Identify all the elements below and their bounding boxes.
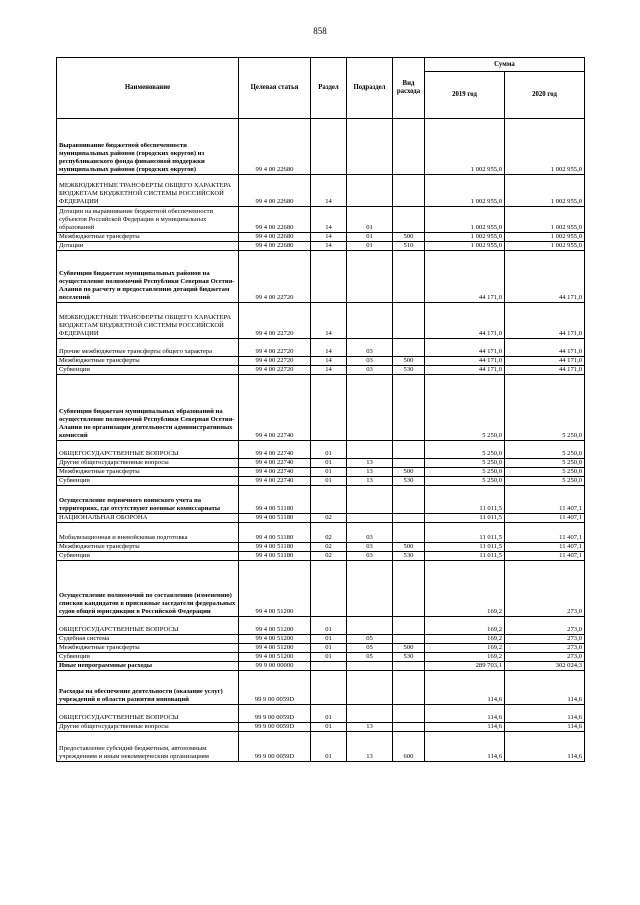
cell-subsection (347, 251, 393, 303)
cell-2020: 273,0 (505, 644, 585, 653)
cell-expense-type (393, 339, 425, 357)
cell-section: 02 (311, 514, 347, 523)
cell-2020: 44 171,0 (505, 303, 585, 339)
cell-name: Выравнивание бюджетной обеспеченности муниципальных районов (городских округов) из республиканского фонда финансовой поддержки муниципальных районов (городских округов) (57, 119, 239, 175)
table-row (57, 653, 585, 662)
cell-expense-type (393, 723, 425, 732)
cell-subsection (347, 561, 393, 617)
table-row (57, 251, 585, 303)
cell-name: МЕЖБЮДЖЕТНЫЕ ТРАНСФЕРТЫ ОБЩЕГО ХАРАКТЕРА БЮДЖЕТАМ БЮДЖЕТНОЙ СИСТЕМЫ РОССИЙСКОЙ ФЕДЕРАЦИИ (57, 175, 239, 207)
cell-section (311, 662, 347, 671)
cell-target: 99 4 00 22680 (239, 242, 311, 251)
table-row (57, 523, 585, 543)
cell-2019: 11 011,5 (425, 552, 505, 561)
table-row (57, 233, 585, 242)
cell-expense-type (393, 662, 425, 671)
cell-name: ОБЩЕГОСУДАРСТВЕННЫЕ ВОПРОСЫ (57, 617, 239, 635)
cell-name: Субвенции бюджетам муниципальных образований на осуществление полномочий Республики Северная Осетия-Алания по организации деятельности административных комиссий (57, 375, 239, 441)
cell-expense-type (393, 617, 425, 635)
cell-subsection: 13 (347, 459, 393, 468)
cell-section: 02 (311, 523, 347, 543)
cell-subsection: 01 (347, 207, 393, 233)
cell-section: 01 (311, 441, 347, 459)
header-2020: 2020 год (505, 72, 585, 119)
header-section: Раздел (311, 58, 347, 119)
cell-name: Субвенции (57, 477, 239, 486)
cell-section: 14 (311, 175, 347, 207)
cell-expense-type (393, 119, 425, 175)
cell-target: 99 4 00 22680 (239, 119, 311, 175)
cell-section: 01 (311, 653, 347, 662)
cell-subsection: 13 (347, 723, 393, 732)
cell-target: 99 4 00 22720 (239, 366, 311, 375)
cell-2019: 44 171,0 (425, 251, 505, 303)
cell-section: 01 (311, 477, 347, 486)
page-number: 858 (313, 26, 327, 36)
cell-target: 99 4 00 51200 (239, 561, 311, 617)
cell-section (311, 251, 347, 303)
cell-2020: 1 002 955,0 (505, 119, 585, 175)
cell-expense-type: 530 (393, 653, 425, 662)
cell-2020: 1 002 955,0 (505, 233, 585, 242)
cell-target: 99 9 00 0059D (239, 705, 311, 723)
cell-2019: 5 250,0 (425, 375, 505, 441)
table-row (57, 441, 585, 459)
cell-section: 02 (311, 543, 347, 552)
cell-2019: 169,2 (425, 561, 505, 617)
cell-2020: 1 002 955,0 (505, 242, 585, 251)
cell-2019: 114,6 (425, 732, 505, 762)
cell-2020: 5 250,0 (505, 477, 585, 486)
cell-2019: 114,6 (425, 705, 505, 723)
cell-2019: 44 171,0 (425, 366, 505, 375)
cell-expense-type: 510 (393, 242, 425, 251)
cell-name: Межбюджетные трансферты (57, 644, 239, 653)
header-sum: Сумма (425, 58, 585, 72)
cell-subsection (347, 671, 393, 705)
cell-name: Расходы на обеспечение деятельности (оказание услуг) учреждений в области развития инноваций (57, 671, 239, 705)
cell-subsection: 13 (347, 468, 393, 477)
cell-section: 14 (311, 207, 347, 233)
cell-section (311, 671, 347, 705)
cell-section (311, 119, 347, 175)
cell-2019: 44 171,0 (425, 303, 505, 339)
cell-expense-type (393, 486, 425, 514)
cell-expense-type (393, 705, 425, 723)
table-row (57, 671, 585, 705)
cell-name: Дотации (57, 242, 239, 251)
table-row (57, 552, 585, 561)
table-row (57, 635, 585, 644)
cell-2019: 5 250,0 (425, 459, 505, 468)
header-2019: 2019 год (425, 72, 505, 119)
table-row (57, 357, 585, 366)
cell-name: Межбюджетные трансферты (57, 468, 239, 477)
cell-section: 01 (311, 617, 347, 635)
cell-section: 14 (311, 303, 347, 339)
cell-subsection (347, 119, 393, 175)
table-row (57, 477, 585, 486)
cell-2020: 5 250,0 (505, 375, 585, 441)
cell-name: Межбюджетные трансферты (57, 543, 239, 552)
cell-target: 99 4 00 51180 (239, 514, 311, 523)
cell-name: Субвенции (57, 653, 239, 662)
cell-name: Дотации на выравнивание бюджетной обеспеченности субъектов Российской Федерации и муниципальных образований (57, 207, 239, 233)
cell-2020: 273,0 (505, 617, 585, 635)
cell-target: 99 4 00 51180 (239, 523, 311, 543)
cell-target: 99 4 00 51200 (239, 635, 311, 644)
table-row (57, 486, 585, 514)
cell-2020: 11 407,1 (505, 552, 585, 561)
table-row (57, 705, 585, 723)
cell-2020: 5 250,0 (505, 441, 585, 459)
cell-2019: 5 250,0 (425, 441, 505, 459)
cell-section: 14 (311, 242, 347, 251)
cell-name: Межбюджетные трансферты (57, 357, 239, 366)
cell-section: 02 (311, 552, 347, 561)
cell-name: ОБЩЕГОСУДАРСТВЕННЫЕ ВОПРОСЫ (57, 705, 239, 723)
header-target: Целевая статья (239, 58, 311, 119)
cell-2019: 11 011,5 (425, 486, 505, 514)
cell-expense-type (393, 175, 425, 207)
cell-section (311, 561, 347, 617)
cell-subsection: 05 (347, 635, 393, 644)
cell-section: 01 (311, 644, 347, 653)
cell-expense-type: 500 (393, 357, 425, 366)
cell-section: 01 (311, 705, 347, 723)
cell-2019: 5 250,0 (425, 468, 505, 477)
cell-target: 99 4 00 22740 (239, 375, 311, 441)
cell-target: 99 4 00 51200 (239, 644, 311, 653)
cell-name: Судебная система (57, 635, 239, 644)
cell-subsection: 03 (347, 523, 393, 543)
cell-subsection (347, 375, 393, 441)
cell-subsection: 03 (347, 357, 393, 366)
cell-2019: 114,6 (425, 671, 505, 705)
cell-subsection: 05 (347, 653, 393, 662)
table-row (57, 468, 585, 477)
cell-section: 01 (311, 459, 347, 468)
cell-target: 99 4 00 22720 (239, 339, 311, 357)
cell-expense-type (393, 523, 425, 543)
cell-2020: 273,0 (505, 635, 585, 644)
table-row (57, 662, 585, 671)
cell-expense-type: 530 (393, 477, 425, 486)
table-row (57, 366, 585, 375)
cell-target: 99 9 00 0059D (239, 671, 311, 705)
cell-target: 99 4 00 22740 (239, 459, 311, 468)
cell-target: 99 4 00 22720 (239, 303, 311, 339)
cell-2019: 1 002 955,0 (425, 233, 505, 242)
cell-subsection: 01 (347, 233, 393, 242)
cell-name: Предоставление субсидий бюджетным, автономным учреждениям и иным некоммерческим организациям (57, 732, 239, 762)
cell-section: 14 (311, 366, 347, 375)
header-expense-type: Вид расхода (393, 58, 425, 119)
cell-2019: 169,2 (425, 644, 505, 653)
cell-expense-type (393, 561, 425, 617)
cell-target: 99 4 00 22740 (239, 441, 311, 459)
cell-2020: 302 024,3 (505, 662, 585, 671)
cell-section: 14 (311, 233, 347, 242)
cell-target: 99 4 00 51180 (239, 543, 311, 552)
cell-subsection (347, 303, 393, 339)
table-body (57, 119, 585, 762)
cell-target: 99 4 00 22740 (239, 468, 311, 477)
cell-expense-type: 500 (393, 233, 425, 242)
cell-expense-type (393, 303, 425, 339)
cell-section: 14 (311, 339, 347, 357)
cell-expense-type (393, 671, 425, 705)
cell-2019: 11 011,5 (425, 514, 505, 523)
cell-2019: 44 171,0 (425, 357, 505, 366)
cell-name: МЕЖБЮДЖЕТНЫЕ ТРАНСФЕРТЫ ОБЩЕГО ХАРАКТЕРА БЮДЖЕТАМ БЮДЖЕТНОЙ СИСТЕМЫ РОССИЙСКОЙ ФЕДЕРАЦИИ (57, 303, 239, 339)
table-row (57, 375, 585, 441)
cell-2020: 44 171,0 (505, 251, 585, 303)
cell-name: Мобилизационная и вневойсковая подготовка (57, 523, 239, 543)
cell-name: Другие общегосударственные вопросы (57, 459, 239, 468)
cell-target: 99 4 00 51200 (239, 653, 311, 662)
cell-subsection: 03 (347, 366, 393, 375)
cell-target: 99 4 00 51200 (239, 617, 311, 635)
cell-target: 99 4 00 51180 (239, 486, 311, 514)
cell-expense-type (393, 441, 425, 459)
cell-2019: 1 002 955,0 (425, 207, 505, 233)
cell-target: 99 4 00 51180 (239, 552, 311, 561)
cell-subsection (347, 705, 393, 723)
cell-target: 99 4 00 22720 (239, 251, 311, 303)
cell-subsection: 03 (347, 339, 393, 357)
cell-2019: 1 002 955,0 (425, 242, 505, 251)
header-subsection: Подраздел (347, 58, 393, 119)
table-row (57, 514, 585, 523)
cell-2019: 1 002 955,0 (425, 175, 505, 207)
cell-name: Субвенции (57, 366, 239, 375)
table-row (57, 732, 585, 762)
cell-name: Осуществление полномочий по составлению (изменению) списков кандидатов в присяжные заседатели федеральных судов общей юрисдикции в Российской Федерации (57, 561, 239, 617)
header-name: Наименование (57, 58, 239, 119)
cell-2019: 169,2 (425, 635, 505, 644)
cell-2020: 5 250,0 (505, 468, 585, 477)
cell-2020: 5 250,0 (505, 459, 585, 468)
cell-section: 01 (311, 732, 347, 762)
cell-section: 01 (311, 635, 347, 644)
cell-2020: 114,6 (505, 705, 585, 723)
cell-target: 99 4 00 22680 (239, 175, 311, 207)
cell-2019: 289 703,1 (425, 662, 505, 671)
cell-name: Прочие межбюджетные трансферты общего характера (57, 339, 239, 357)
cell-subsection: 01 (347, 242, 393, 251)
cell-section: 01 (311, 468, 347, 477)
table-row (57, 339, 585, 357)
cell-subsection (347, 441, 393, 459)
cell-2019: 169,2 (425, 653, 505, 662)
cell-target: 99 4 00 22680 (239, 207, 311, 233)
cell-target: 99 4 00 22720 (239, 357, 311, 366)
cell-expense-type: 500 (393, 543, 425, 552)
cell-expense-type: 500 (393, 468, 425, 477)
cell-expense-type (393, 251, 425, 303)
cell-name: Межбюджетные трансферты (57, 233, 239, 242)
cell-subsection: 03 (347, 543, 393, 552)
cell-2019: 169,2 (425, 617, 505, 635)
cell-2019: 1 002 955,0 (425, 119, 505, 175)
cell-2020: 44 171,0 (505, 339, 585, 357)
cell-2020: 11 407,1 (505, 523, 585, 543)
cell-2020: 114,6 (505, 723, 585, 732)
cell-2020: 273,0 (505, 653, 585, 662)
cell-2020: 44 171,0 (505, 366, 585, 375)
cell-2020: 114,6 (505, 732, 585, 762)
cell-2020: 114,6 (505, 671, 585, 705)
cell-name: Субвенции бюджетам муниципальных районов на осуществление полномочий Республики Северная Осетия-Алания по расчету и предоставлению дотаций бюджетам поселений (57, 251, 239, 303)
cell-subsection (347, 486, 393, 514)
cell-2020: 11 407,1 (505, 543, 585, 552)
cell-section: 01 (311, 723, 347, 732)
cell-section (311, 486, 347, 514)
cell-2019: 44 171,0 (425, 339, 505, 357)
cell-expense-type: 530 (393, 552, 425, 561)
cell-2020: 44 171,0 (505, 357, 585, 366)
cell-name: Осуществление первичного воинского учета на территориях, где отсутствуют военные комиссариаты (57, 486, 239, 514)
cell-name: Иные непрограммные расходы (57, 662, 239, 671)
cell-subsection: 03 (347, 552, 393, 561)
table-row (57, 543, 585, 552)
cell-name: ОБЩЕГОСУДАРСТВЕННЫЕ ВОПРОСЫ (57, 441, 239, 459)
table-row (57, 723, 585, 732)
table-row (57, 242, 585, 251)
cell-subsection: 13 (347, 732, 393, 762)
cell-expense-type (393, 514, 425, 523)
cell-2020: 1 002 955,0 (505, 175, 585, 207)
cell-2019: 11 011,5 (425, 523, 505, 543)
cell-target: 99 9 00 0059D (239, 732, 311, 762)
cell-name: Другие общегосударственные вопросы (57, 723, 239, 732)
table-row (57, 561, 585, 617)
cell-subsection (347, 617, 393, 635)
cell-subsection (347, 514, 393, 523)
cell-subsection (347, 175, 393, 207)
cell-2019: 114,6 (425, 723, 505, 732)
cell-target: 99 4 00 22680 (239, 233, 311, 242)
cell-expense-type (393, 207, 425, 233)
cell-name: НАЦИОНАЛЬНАЯ ОБОРОНА (57, 514, 239, 523)
cell-target: 99 4 00 22740 (239, 477, 311, 486)
cell-2020: 1 002 955,0 (505, 207, 585, 233)
cell-name: Субвенции (57, 552, 239, 561)
cell-section: 14 (311, 357, 347, 366)
cell-target: 99 9 00 0059D (239, 723, 311, 732)
cell-expense-type (393, 375, 425, 441)
table-row (57, 644, 585, 653)
cell-expense-type (393, 635, 425, 644)
cell-target: 99 9 00 00000 (239, 662, 311, 671)
budget-table (56, 57, 585, 762)
cell-subsection: 13 (347, 477, 393, 486)
cell-expense-type: 600 (393, 732, 425, 762)
table-row (57, 459, 585, 468)
cell-section (311, 375, 347, 441)
cell-subsection: 05 (347, 644, 393, 653)
table-row (57, 617, 585, 635)
cell-2020: 11 407,1 (505, 514, 585, 523)
table-row (57, 175, 585, 207)
cell-2020: 11 407,1 (505, 486, 585, 514)
cell-2020: 273,0 (505, 561, 585, 617)
table-row (57, 303, 585, 339)
table-row (57, 207, 585, 233)
cell-2019: 5 250,0 (425, 477, 505, 486)
cell-2019: 11 011,5 (425, 543, 505, 552)
table-row (57, 119, 585, 175)
cell-expense-type: 530 (393, 366, 425, 375)
cell-expense-type (393, 459, 425, 468)
cell-expense-type: 500 (393, 644, 425, 653)
cell-subsection (347, 662, 393, 671)
